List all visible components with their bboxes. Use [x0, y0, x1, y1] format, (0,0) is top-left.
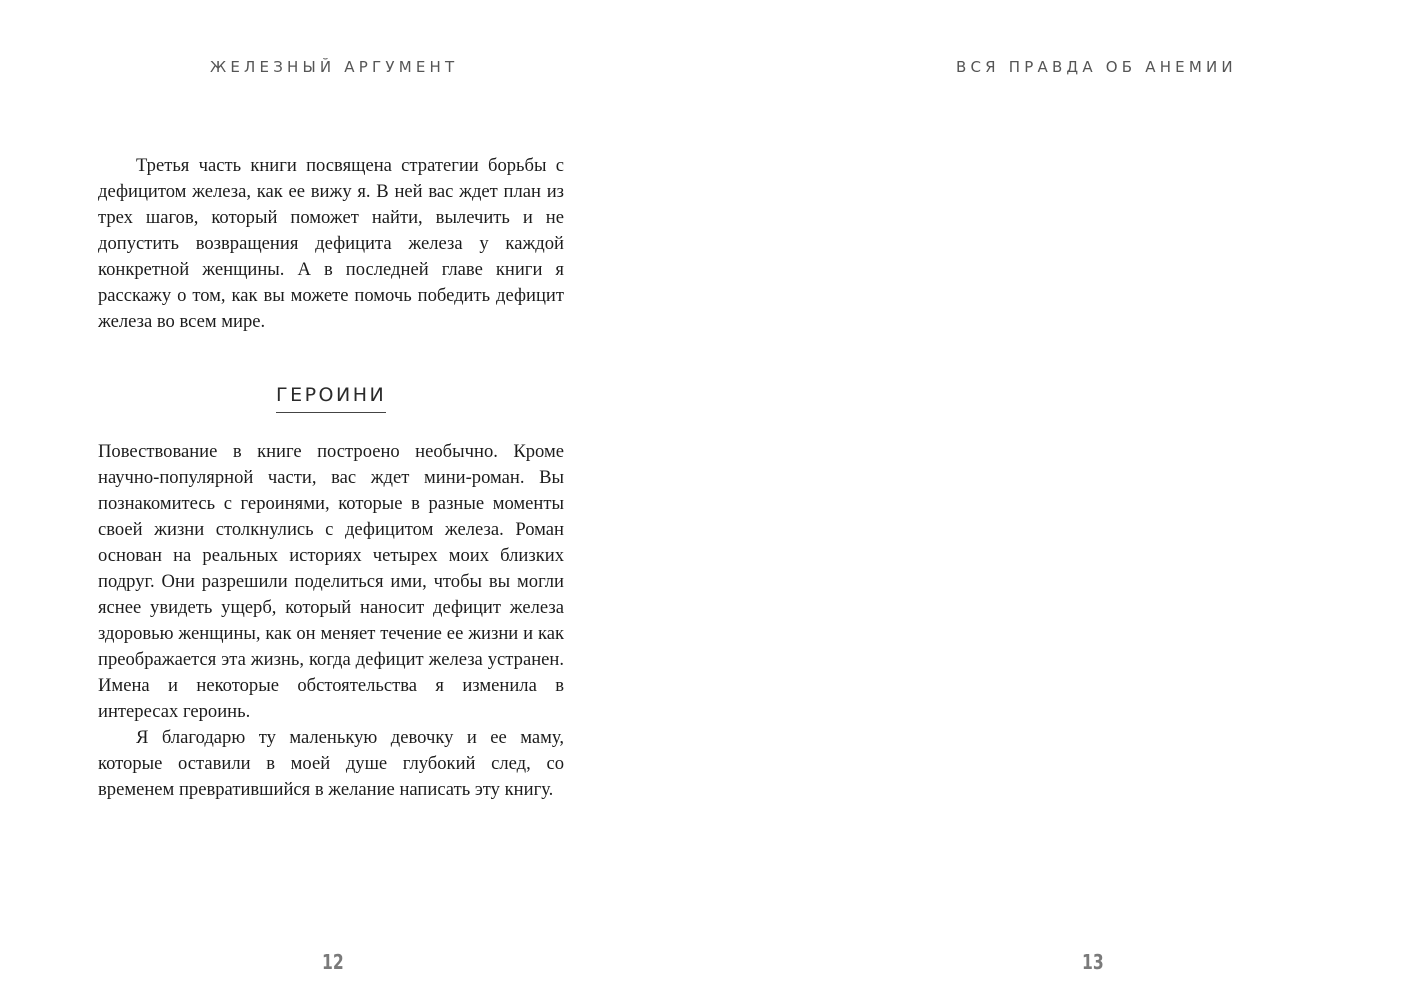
body-text-top — [98, 153, 564, 335]
paragraph-gratitude: Я благодарю ту маленькую девочку и ее маму, которые оставили в моей душе глубокий след, со временем превратившийся в желание написать эту книгу. — [98, 727, 564, 800]
section-heading: ГЕРОИНИ — [276, 384, 386, 413]
running-head-right: ВСЯ ПРАВДА ОБ АНЕМИИ — [956, 58, 1237, 76]
paragraph-strategy: Третья часть книги посвящена стратегии борьбы с дефицитом железа, как ее вижу я. В ней вас ждет план из трех шагов, который поможет найти, вылечить и не допустить возвращения дефицита железа у каждой конкретной женщины. А в последней главе книги я расскажу о том, как вы можете помочь победить дефицит железа во всем мире. — [98, 155, 564, 332]
running-head-left: ЖЕЛЕЗНЫЙ АРГУМЕНТ — [210, 58, 459, 76]
paragraph-narrative: Повествование в книге построено необычно. Кроме научно-популярной части, вас ждет мини-роман. Вы познакомитесь с героинями, которые в разные моменты своей жизни столкнулись с дефицитом железа. Роман основан на реальных историях четырех моих близких подруг. Они разрешили поделиться ими, чтобы вы могли яснее увидеть ущерб, который наносит дефицит железа здоровью женщины, как он меняет течение ее жизни и как преображается эта жизнь, когда дефицит железа устранен. Имена и некоторые обстоятельства я изменила в интересах героинь. — [98, 441, 564, 722]
right-page — [711, 0, 1422, 1000]
page-number-right: 13 — [1082, 950, 1104, 974]
body-text-bottom — [98, 439, 564, 803]
page-number-left: 12 — [322, 950, 344, 974]
